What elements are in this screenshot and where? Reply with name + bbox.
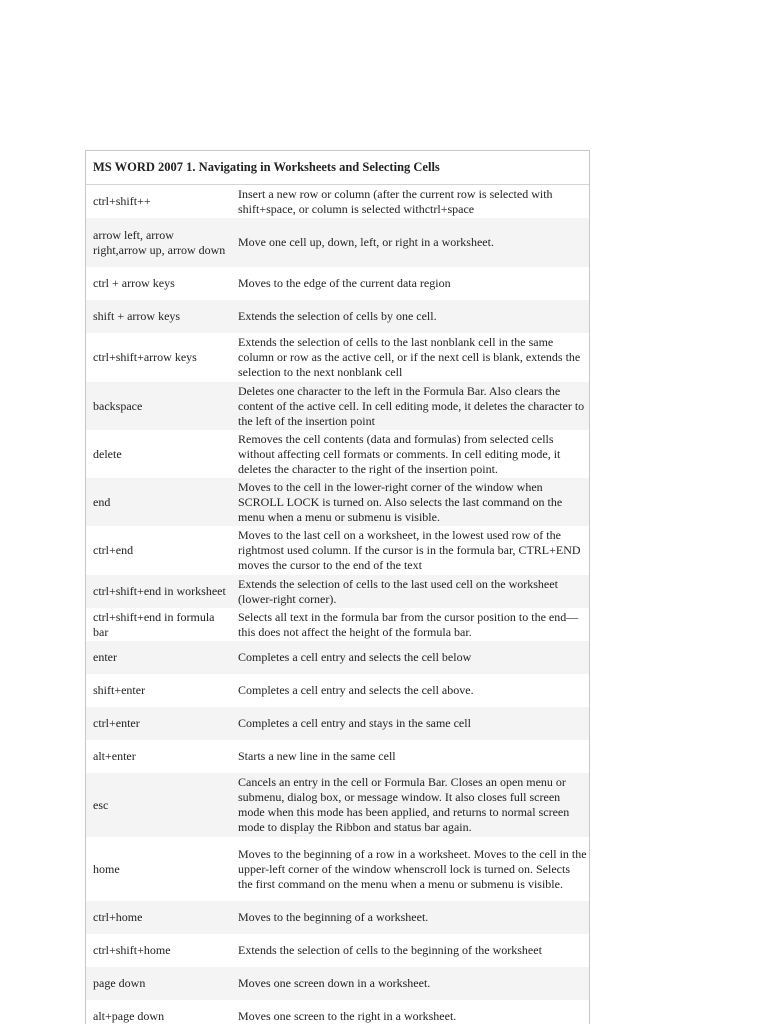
shortcut-description: Starts a new line in the same cell (238, 749, 396, 763)
shortcut-key: end (86, 478, 232, 526)
table-row (86, 1000, 589, 1024)
shortcut-table (86, 185, 589, 1024)
shortcut-description: Deletes one character to the left in the Formula Bar. Also clears the content of the active cell. In cell editing mode, it deletes the character to the left of the insertion point (232, 382, 589, 430)
table-row (86, 608, 589, 641)
shortcut-description: Completes a cell entry and selects the cell above. (238, 683, 474, 697)
shortcut-description: Insert a new row or column (after the current row is selected with shift+space, or column is selected withctrl+space (238, 186, 553, 216)
table-row (86, 967, 589, 1000)
shortcut-key: page down (86, 967, 232, 1000)
table-row (86, 773, 589, 837)
shortcut-key: backspace (86, 382, 232, 430)
shortcut-description: Extends the selection of cells by one cell. (232, 300, 589, 333)
table-row (86, 218, 589, 267)
shortcut-description: Extends the selection of cells to the last nonblank cell in the same column or row as the active cell, or if the next cell is blank, extends the selection to the next nonblank cell (238, 335, 581, 379)
table-row (86, 185, 589, 218)
shortcut-key: enter (86, 641, 232, 674)
shortcut-key: ctrl+enter (86, 707, 232, 740)
table-row (86, 267, 589, 300)
table-row (86, 430, 589, 478)
shortcut-description: Extends the selection of cells to the beginning of the worksheet (238, 943, 542, 957)
shortcut-key: ctrl + arrow keys (93, 276, 175, 290)
shortcut-key: alt+enter (93, 749, 136, 763)
shortcut-description: Cancels an entry in the cell or Formula Bar. Closes an open menu or submenu, dialog box, or message window. It also closes full screen mode when this mode has been applied, and returns to normal screen mode to display the Ribbon and status bar again. (232, 773, 589, 837)
shortcut-table-container (85, 150, 590, 1024)
shortcut-description: Extends the selection of cells to the last used cell on the worksheet (lower-right corner). (232, 575, 589, 608)
shortcut-key: arrow left, arrow right,arrow up, arrow down (86, 218, 232, 267)
shortcut-key: shift + arrow keys (86, 300, 232, 333)
shortcut-key: home (93, 861, 120, 876)
table-row (86, 641, 589, 674)
shortcut-key: ctrl+shift++ (93, 194, 151, 208)
shortcut-description: Selects all text in the formula bar from the cursor position to the end—this does not affect the height of the formula bar. (238, 609, 579, 639)
shortcut-key: alt+page down (93, 1009, 165, 1023)
table-row (86, 526, 589, 575)
table-row (86, 674, 589, 707)
shortcut-description: Moves one screen down in a worksheet. (232, 967, 589, 1000)
table-row (86, 837, 589, 901)
shortcut-key: ctrl+shift+end in worksheet (86, 575, 232, 608)
shortcut-key: shift+enter (93, 683, 146, 697)
shortcut-description: Moves one screen to the right in a worksheet. (238, 1009, 457, 1023)
table-row (86, 934, 589, 967)
table-row (86, 478, 589, 526)
shortcut-description: Moves to the beginning of a worksheet. (232, 901, 589, 934)
shortcut-description: Moves to the beginning of a row in a worksheet. Moves to the cell in the upper-left corner of the window whenscroll lock is turned on. Selects the first command on the menu when a menu or submenu is visible. (238, 846, 587, 891)
document-title: MS WORD 2007 1. Navigating in Worksheets and Selecting Cells (86, 151, 589, 185)
shortcut-description: Move one cell up, down, left, or right in a worksheet. (232, 218, 589, 267)
shortcut-description: Completes a cell entry and stays in the same cell (232, 707, 589, 740)
table-row (86, 382, 589, 430)
table-row (86, 300, 589, 333)
table-row (86, 333, 589, 382)
shortcut-description: Completes a cell entry and selects the cell below (232, 641, 589, 674)
shortcut-description: Removes the cell contents (data and formulas) from selected cells without affecting cell formats or comments. In cell editing mode, it deletes the character to the right of the insertion point. (238, 431, 561, 476)
shortcut-description: Moves to the cell in the lower-right corner of the window when SCROLL LOCK is turned on. Also selects the last command on the menu when a menu or submenu is visible. (232, 478, 589, 526)
shortcut-key: ctrl+shift+end in formula bar (93, 609, 215, 639)
table-row (86, 707, 589, 740)
shortcut-description: Moves to the edge of the current data region (238, 276, 451, 290)
shortcut-key: ctrl+end (93, 543, 134, 557)
shortcut-key: ctrl+shift+arrow keys (93, 350, 197, 364)
table-row (86, 901, 589, 934)
table-row (86, 740, 589, 773)
shortcut-description: Moves to the last cell on a worksheet, in the lowest used row of the rightmost used column. If the cursor is in the formula bar, CTRL+END moves the cursor to the end of the text (238, 528, 581, 572)
shortcut-key: delete (93, 446, 122, 461)
shortcut-key: ctrl+home (86, 901, 232, 934)
shortcut-key: esc (86, 773, 232, 837)
shortcut-key: ctrl+shift+home (93, 943, 171, 957)
table-row (86, 575, 589, 608)
